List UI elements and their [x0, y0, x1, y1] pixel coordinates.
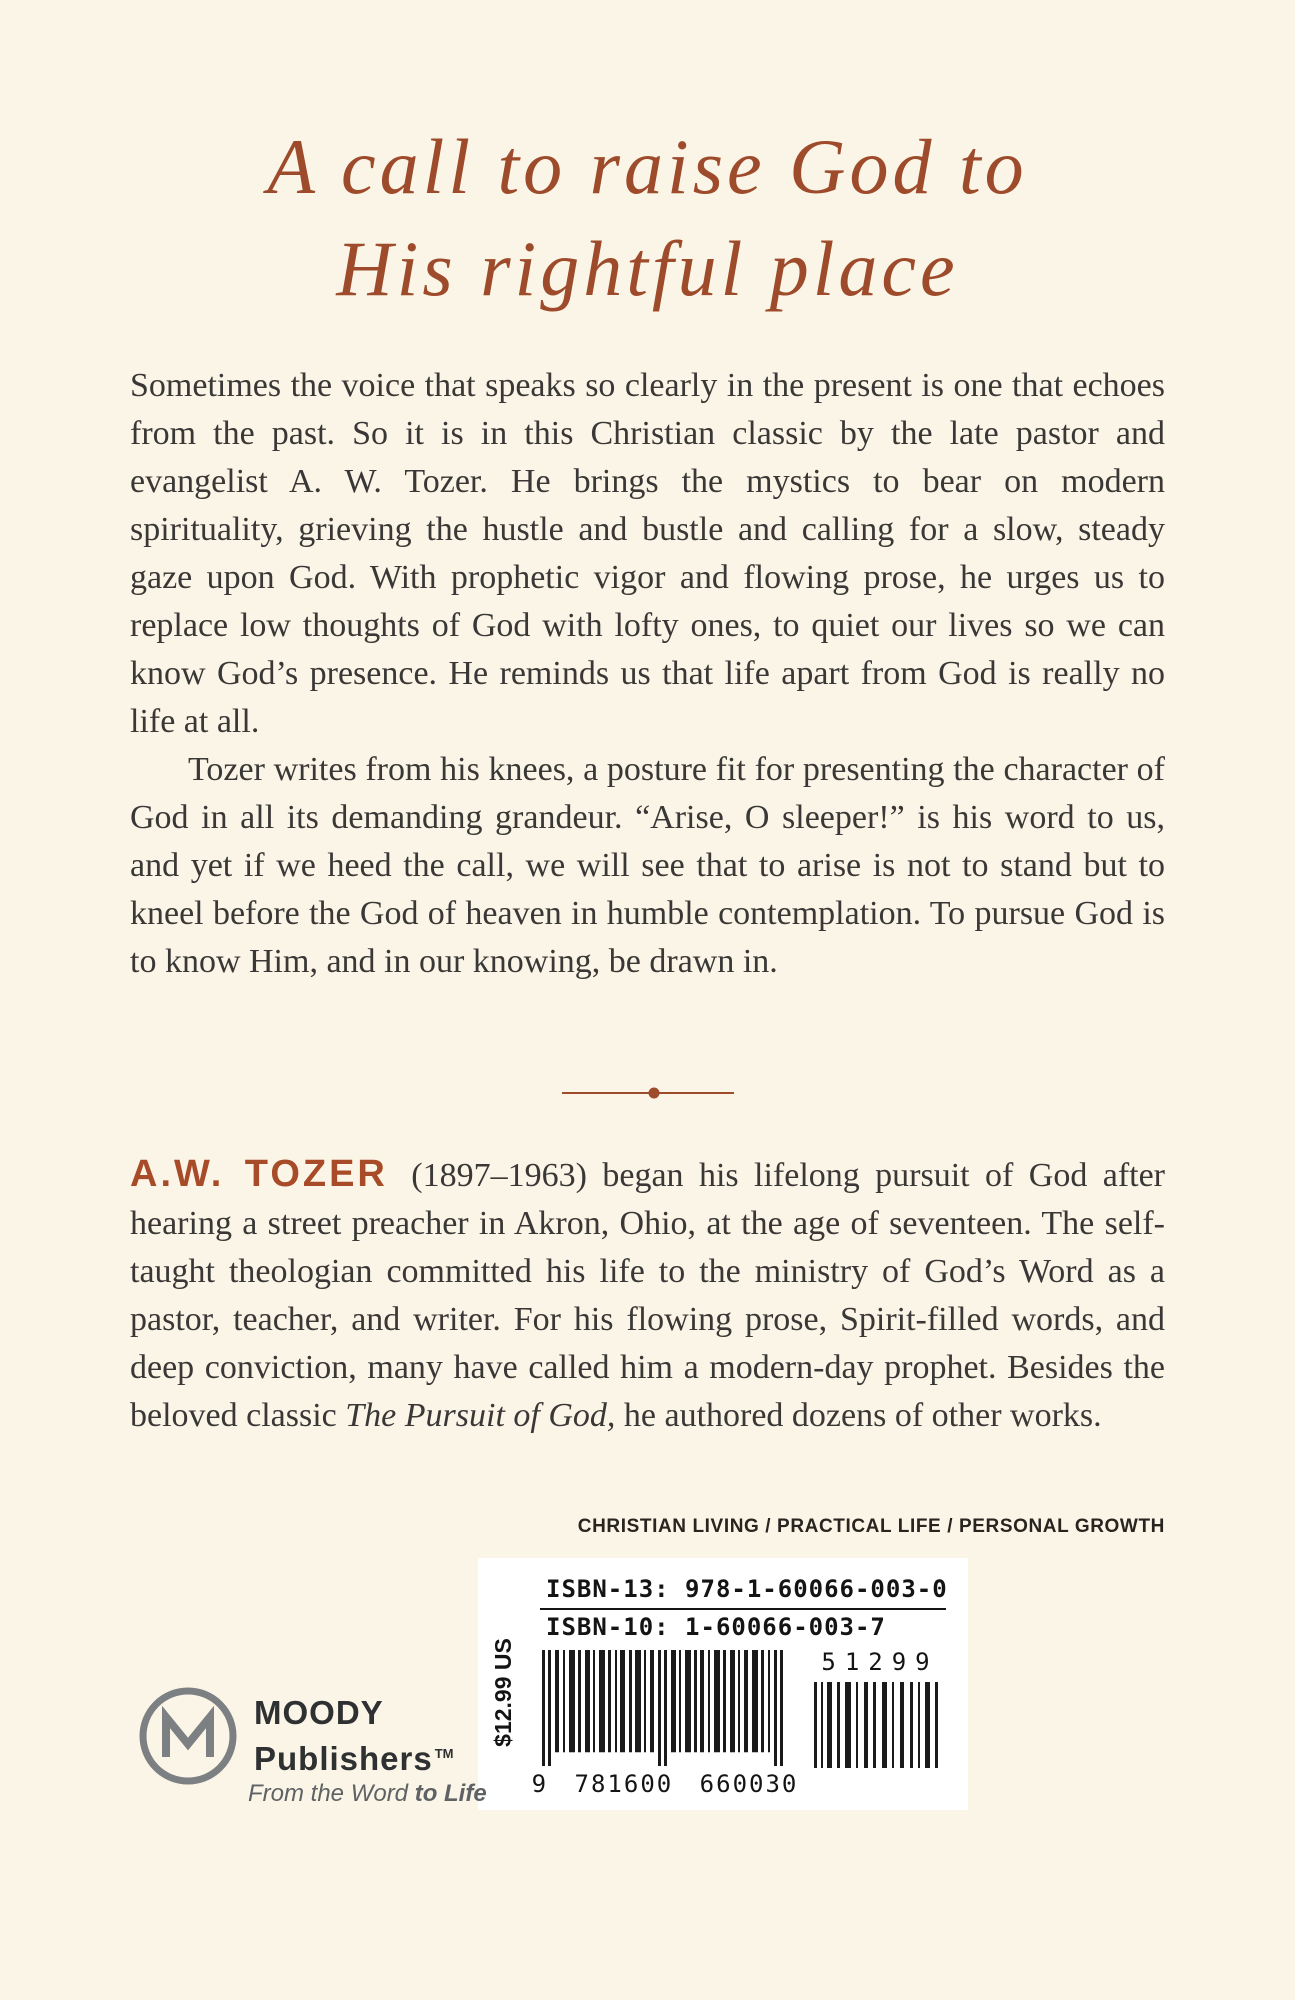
headline-line-2: His rightful place: [336, 225, 959, 312]
author-bio-paragraph: [130, 1150, 1165, 1440]
tagline-regular: From the Word: [248, 1780, 415, 1807]
divider-dot-icon: [649, 1087, 660, 1098]
addon-digits: 51299: [821, 1648, 939, 1676]
headline-line-1: A call to raise God to: [267, 123, 1028, 210]
publisher-tagline: [248, 1780, 487, 1808]
bio-text-after: he authored dozens of other works.: [615, 1397, 1102, 1434]
description: [130, 362, 1165, 986]
section-divider: [562, 1086, 734, 1099]
bio-text-before: (1897–1963) began his lifelong pursuit of God after hearing a street preacher in Akron, Ohio, at the age of seventeen. The self-taught theologian committed his life to the ministry of God’s Word as a pastor, teacher, and writer. For his flowing prose, Spirit-filled words, and deep conviction, many have called him a modern-day prophet. Besides the beloved classic: [130, 1157, 1166, 1434]
barcode-panel: [478, 1558, 968, 1810]
isbn-block: [540, 1572, 946, 1646]
book-title-italic: The Pursuit of God,: [345, 1397, 616, 1434]
isbn-13-line: ISBN-13: 978-1-60066-003-0: [546, 1575, 948, 1603]
price-rotated: [482, 1598, 524, 1786]
description-paragraph-2: Tozer writes from his knees, a posture fit for presenting the character of God in all its demanding grandeur. “Arise, O sleeper!” is his word to us, and yet if we heed the call, we will see that to arise is not to stand but to kneel before the God of heaven in humble contemplation. To pursue God is to know Him, and in our knowing, be drawn in.: [130, 751, 1165, 980]
price-text: $12.99 US: [489, 1637, 516, 1747]
publisher-name-line-2: [254, 1733, 454, 1779]
author-name: A.W. TOZER: [130, 1153, 388, 1195]
addon-barcode-icon: [814, 1682, 944, 1768]
category-line: CHRISTIAN LIVING / PRACTICAL LIFE / PERSONAL GROWTH: [577, 1516, 1165, 1537]
moody-publishers-logo-icon: [136, 1684, 240, 1788]
publisher-name-line-1: MOODY: [254, 1694, 384, 1731]
divider-line: [562, 1092, 734, 1094]
publisher-name: [254, 1692, 454, 1779]
publisher-name-text: Publishers: [254, 1740, 433, 1777]
publisher-logo-block: [136, 1684, 487, 1816]
tagline-bold: to Life: [414, 1780, 487, 1807]
isbn-10-line: ISBN-10: 1-60066-003-7: [546, 1613, 886, 1641]
ean-digits: 9 781600 660030: [531, 1770, 799, 1798]
description-paragraph-1: Sometimes the voice that speaks so clearly in the present is one that echoes from the past. So it is in this Christian classic by the late pastor and evangelist A. W. Tozer. He brings the mystics to bear on modern spirituality, grieving the hustle and bustle and calling for a slow, steady gaze upon God. With prophetic vigor and flowing prose, he urges us to replace low thoughts of God with lofty ones, to quiet our lives so we can know God’s presence. He reminds us that life apart from God is really no life at all.: [130, 367, 1165, 740]
author-bio: [130, 1150, 1165, 1440]
headline: [0, 116, 1295, 320]
ean-barcode-icon: [542, 1650, 787, 1768]
trademark-symbol: TM: [434, 1746, 454, 1761]
